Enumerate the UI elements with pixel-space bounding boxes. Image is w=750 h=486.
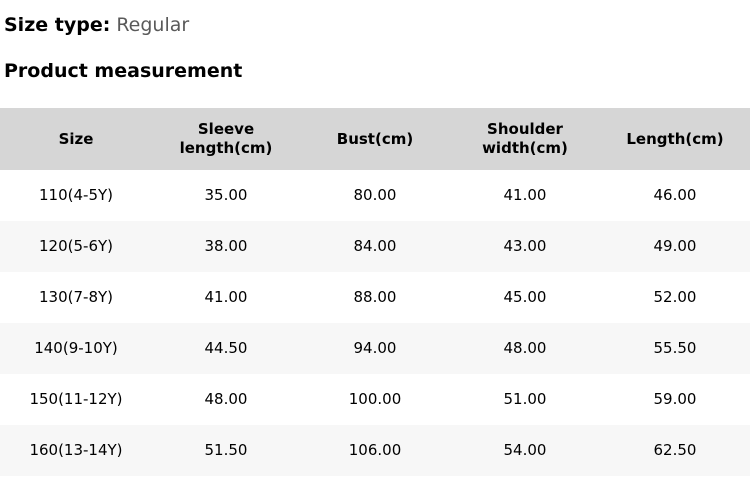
table-row [0,221,750,272]
cell-bust: 88.00 [300,272,450,323]
table-row [0,323,750,374]
cell-sleeve-length: 35.00 [152,170,300,221]
cell-bust: 84.00 [300,221,450,272]
cell-bust: 100.00 [300,374,450,425]
cell-size: 120(5-6Y) [0,221,152,272]
cell-length: 59.00 [600,374,750,425]
cell-sleeve-length: 38.00 [152,221,300,272]
cell-bust: 106.00 [300,425,450,476]
column-header-size: Size [0,108,152,170]
cell-length: 55.50 [600,323,750,374]
cell-shoulder-width: 48.00 [450,323,600,374]
page-title: Product measurement [4,60,243,82]
cell-bust: 80.00 [300,170,450,221]
column-header-sleeve-length: Sleeve length(cm) [152,108,300,170]
cell-length: 46.00 [600,170,750,221]
size-type-label: Size type: [4,14,111,36]
cell-size: 130(7-8Y) [0,272,152,323]
cell-sleeve-length: 51.50 [152,425,300,476]
cell-size: 110(4-5Y) [0,170,152,221]
cell-sleeve-length: 41.00 [152,272,300,323]
table-header-row [0,108,750,170]
cell-sleeve-length: 44.50 [152,323,300,374]
cell-sleeve-length: 48.00 [152,374,300,425]
cell-size: 150(11-12Y) [0,374,152,425]
table-row [0,272,750,323]
cell-size: 140(9-10Y) [0,323,152,374]
cell-bust: 94.00 [300,323,450,374]
column-header-bust: Bust(cm) [300,108,450,170]
column-header-shoulder-width: Shoulder width(cm) [450,108,600,170]
size-type-row [0,0,750,38]
cell-shoulder-width: 43.00 [450,221,600,272]
cell-shoulder-width: 54.00 [450,425,600,476]
cell-shoulder-width: 45.00 [450,272,600,323]
measurement-table [0,108,750,476]
table-row [0,425,750,476]
size-type-value: Regular [116,14,190,36]
cell-size: 160(13-14Y) [0,425,152,476]
cell-length: 62.50 [600,425,750,476]
cell-length: 52.00 [600,272,750,323]
table-row [0,170,750,221]
cell-shoulder-width: 51.00 [450,374,600,425]
column-header-length: Length(cm) [600,108,750,170]
cell-length: 49.00 [600,221,750,272]
cell-shoulder-width: 41.00 [450,170,600,221]
table-row [0,374,750,425]
